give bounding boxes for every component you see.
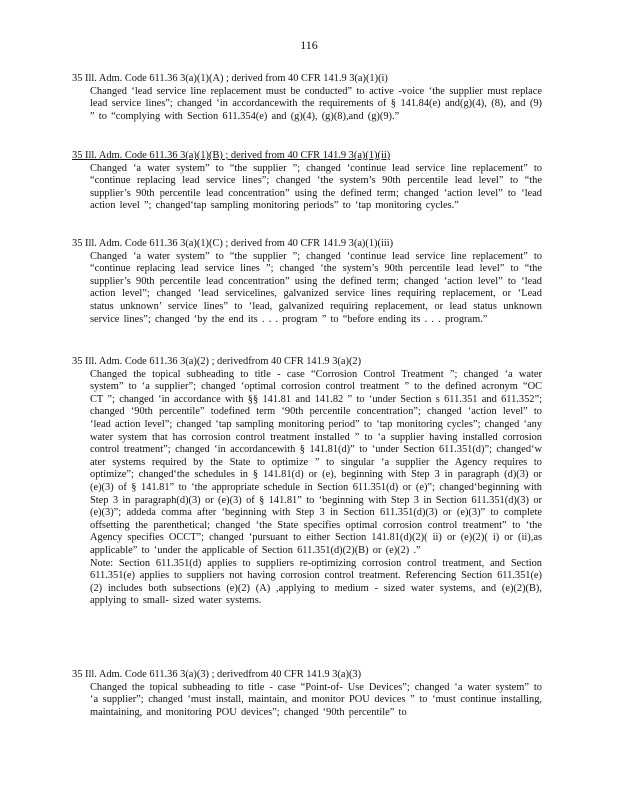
amendment-entry bbox=[72, 238, 542, 326]
amendment-entry bbox=[72, 73, 542, 123]
page-number: 116 bbox=[300, 38, 318, 52]
entry-citation: 35 Ill. Adm. Code 611.36 3(a)(3) ; derivedfrom 40 CFR 141.9 3(a)(3) bbox=[72, 669, 362, 680]
entry-description: Changed the topical subheading to title - case “Point-of- Use Devices”; changed ‘a water system” to ‘a supplier”; changed ‘must install, maintain, and monitor POU devices ” to ‘must continue installing, maintaining, and monitoring POU devices”; changed ‘90th percentile” to bbox=[90, 681, 542, 718]
entry-note: Note: Section 611.351(d) applies to suppliers re-optimizing corrosion control treatment, and Section 611.351(e) applies to suppliers not having corrosion control treatment. Referencing Section 611.351(e) (2) includes both subsections (e)(2) (A) ,applying to medium - sized water systems, and (e)(2)(B), applying to small- sized water systems. bbox=[90, 557, 542, 607]
amendment-entry bbox=[72, 356, 542, 608]
entry-citation: 35 Ill. Adm. Code 611.36 3(a)(1)(B) ; derived from 40 CFR 141.9 3(a)(1)(ii) bbox=[72, 150, 391, 161]
entry-citation: 35 Ill. Adm. Code 611.36 3(a)(2) ; derivedfrom 40 CFR 141.9 3(a)(2) bbox=[72, 356, 362, 367]
entry-description: Changed ‘lead service line replacement must be conducted” to active -voice ‘the supplier must replace lead service lines”; changed ‘in accordancewith the requirements of § 141.84(e) and(g)(4), (8), and (9) ” to “complying with Section 611.354(e) and (g)(4), (g)(8),and (g)(9).” bbox=[90, 85, 542, 122]
entry-description: Changed ‘a water system” to “the supplier ”; changed ‘continue lead service line replacement” to “continue replacing lead service lines ”; changed ‘the system’s 90th percentile lead level” to “the supplier’s 90th percentile lead concentration” using the defined term; changed ‘action level” to ‘lead action level”; changed ‘lead servicelines, galvanized service lines requiring replacement, or ‘Lead status unknown’ service lines” to ‘lead, galvanized requiring replacement, or lead status unknown service lines”; changed ‘by the end its . . . program ” to “before ending its . . . program.” bbox=[90, 250, 542, 325]
entry-description: Changed ‘a water system” to “the supplier ”; changed ‘continue lead service line replacement” to “continue replacing lead service lines”; changed ‘the system’s 90th percentile lead level” to “the supplier’s 90th percentile lead concentration” using the defined term; changed ‘action level” to ‘lead action level ”; changed‘tap sampling monitoring periods” to ‘tap monitoring cycles.” bbox=[90, 162, 542, 212]
amendment-entry bbox=[72, 150, 542, 213]
amendment-entry bbox=[72, 669, 542, 719]
entry-citation: 35 Ill. Adm. Code 611.36 3(a)(1)(A) ; derived from 40 CFR 141.9 3(a)(1)(i) bbox=[72, 73, 388, 84]
entry-description: Changed the topical subheading to title - case “Corrosion Control Treatment ”; changed ‘a water system” to ‘a supplier”; changed ‘optimal corrosion control treatment ” to the defined acronym “OC CT ”; changed ‘in accordance with §§ 141.81 and 141.82 ” to ‘under Section s 611.351 and 611.352”; changed ‘90th percentile” todefined term ‘90th percentile concentration”; changed ‘action level” to ‘lead action level”; changed ‘tap sampling monitoring period” to ‘tap monitoring cycles”; changed ‘any water system that has corrosion control treatment installed ” to ‘a supplier having installed corrosion control treatment”; changed ‘in accordancewith § 141.81(d)” to ‘under Section 611.351(d)”; changed‘w ater systems required by the State to optimize ” to singular ‘a supplier the Agency requires to optimize”; changed‘the schedules in § 141.81(d) or (e), beginning with Step 3 in paragraph (d)(3) or (e)(3) of § 141.81” to ‘the appropriate schedule in Section 611.351(d) or (e)”; changed‘beginning with Step 3 in paragraph(d)(3) or (e)(3) of § 141.81” to ‘beginning with Step 3 in Section 611.351(d)(3) or (e)(3)”; addeda comma after ‘beginning with Step 3 in Section 611.351(d)(3) or (e)(3)” to complete offsetting the parenthetical; changed ‘the State specifies optimal corrosion control treatment” to ‘the Agency specifies OCCT”; changed ‘pursuant to either Section 141.81(d)(2)( ii) or (e)(2)( i) or (ii),as applicable” to ‘under the applicable of Section 611.351(d)(2)(B) or (e)(2) .” bbox=[90, 368, 542, 556]
entry-citation: 35 Ill. Adm. Code 611.36 3(a)(1)(C) ; derived from 40 CFR 141.9 3(a)(1)(iii) bbox=[72, 238, 394, 249]
